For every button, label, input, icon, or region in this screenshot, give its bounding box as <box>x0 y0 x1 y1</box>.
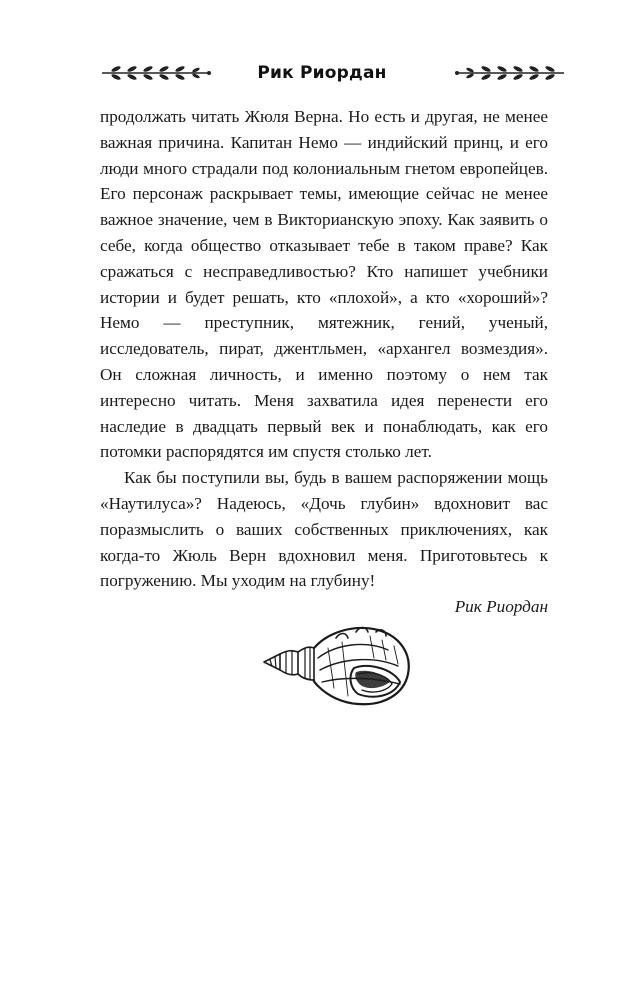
paragraph: Как бы поступили вы, будь в вашем распоряжении мощь «Наутилуса»? Надеюсь, «Дочь глубин» вдохновит вас поразмыслить о ваших собственных приключениях, как когда-то Жюль Верн вдохновил меня. Приготовьтесь к погружению. Мы уходим на глубину! <box>100 468 548 591</box>
author-signature: Рик Риордан <box>454 597 548 617</box>
paragraph: продолжать читать Жюля Верна. Но есть и другая, не менее важная причина. Капитан Немо — индийский принц, и его люди много страдали под колониальным гнетом европейцев. Его персонаж раскрывает темы, имеющие сейчас не менее важное значение, чем в Викторианскую эпоху. Как заявить о себе, когда общество отказывает тебе в таком праве? Как сражаться с несправедливостью? Кто напишет учебники истории и будет решать, кто «плохой», а кто «хороший»? Немо — преступник, мятежник, гений, ученый, исследователь, пират, джентльмен, «архангел возмездия». Он сложная личность, и именно поэтому о нем так интересно читать. Меня захватила идея перенести его наследие в двадцать первый век и понаблюдать, как его потомки распорядятся им спустя столько лет. <box>100 107 548 462</box>
laurel-branch-icon <box>454 64 566 82</box>
seashell-icon <box>258 618 414 710</box>
body-text <box>100 104 548 620</box>
page-header <box>0 58 644 88</box>
running-head: Рик Риордан <box>257 63 387 83</box>
